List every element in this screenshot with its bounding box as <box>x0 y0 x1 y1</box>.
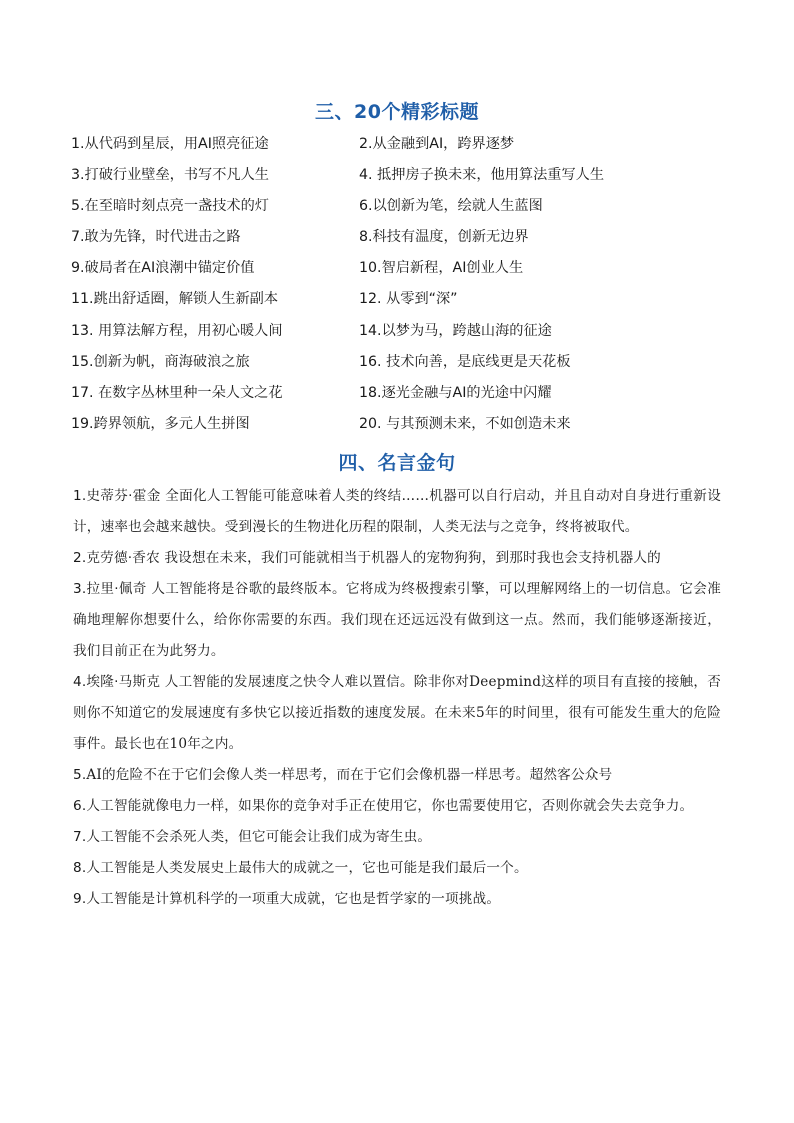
section-4-heading: 四、名言金句 <box>338 452 456 474</box>
quote-item <box>73 574 721 667</box>
quote-item <box>73 791 721 822</box>
title-item: 10.智启新程，AI创业人生 <box>359 260 524 277</box>
titles-row <box>71 318 731 349</box>
titles-row <box>71 349 731 380</box>
title-item: 8.科技有温度，创新无边界 <box>359 229 529 246</box>
titles-row <box>71 255 731 286</box>
title-item: 1.从代码到星辰，用AI照亮征途 <box>71 136 269 152</box>
titles-row <box>71 162 731 193</box>
titles-row <box>71 131 731 162</box>
quote-number: 6. <box>73 798 87 814</box>
titles-list <box>71 131 731 442</box>
quote-author: 1.史蒂芬·霍金 <box>73 488 166 504</box>
title-item: 2.从金融到AI，跨界逐梦 <box>359 136 515 152</box>
titles-row <box>71 224 731 255</box>
title-item: 7.敢为先锋，时代进击之路 <box>71 229 241 246</box>
section-3-heading: 三、20个精彩标题 <box>315 101 479 123</box>
title-item: 18.逐光金融与AI的光途中闪耀 <box>359 384 552 401</box>
quote-text: 人工智能的发展速度之快令人难以置信。除非你对Deepmind这样的项目有直接的接触，否则你不知道它的发展速度有多快它以接近指数的速度发展。在未来5年的时间里，很有可能发生重大的危险事件。最长也在10年之内。 <box>73 674 721 752</box>
titles-row <box>71 193 731 224</box>
quote-text: 我设想在未来，我们可能就相当于机器人的宠物狗狗，到那时我也会支持机器人的 <box>164 550 661 566</box>
quote-item <box>73 543 721 574</box>
quote-item <box>73 822 721 853</box>
title-item: 19.跨界领航，多元人生拼图 <box>71 415 250 432</box>
title-item: 3.打破行业壁垒，书写不凡人生 <box>71 167 269 184</box>
quote-number: 5. <box>73 767 87 783</box>
quote-text: 人工智能是人类发展史上最伟大的成就之一，它也可能是我们最后一个。 <box>86 860 528 876</box>
title-item: 9.破局者在AI浪潮中锚定价值 <box>71 260 255 277</box>
title-item: 12. 从零到“深” <box>359 291 458 308</box>
quote-author: 4.埃隆·马斯克 <box>73 674 165 690</box>
quote-author: 3.拉里·佩奇 <box>73 581 152 597</box>
quote-text: AI的危险不在于它们会像人类一样思考，而在于它们会像机器一样思考。超然客公众号 <box>86 767 613 783</box>
quotes-list <box>73 481 721 915</box>
quote-text: 人工智能是计算机科学的一项重大成就，它也是哲学家的一项挑战。 <box>86 891 501 907</box>
quote-text: 全面化人工智能可能意味着人类的终结……机器可以自行启动，并且自动对自身进行重新设计，速率也会越来越快。受到漫长的生物进化历程的限制，人类无法与之竞争，终将被取代。 <box>73 488 721 535</box>
titles-row <box>71 286 731 317</box>
quote-item <box>73 853 721 884</box>
quote-text: 人工智能不会杀死人类，但它可能会让我们成为寄生虫。 <box>86 829 432 845</box>
quote-item <box>73 760 721 791</box>
title-item: 6.以创新为笔，绘就人生蓝图 <box>359 198 543 215</box>
quote-text: 人工智能将是谷歌的最终版本。它将成为终极搜索引擎，可以理解网络上的一切信息。它会准确地理解你想要什么，给你你需要的东西。我们现在还远远没有做到这一点。然而，我们能够逐渐接近，我们目前正在为此努力。 <box>73 581 721 659</box>
title-item: 20. 与其预测未来，不如创造未来 <box>359 415 571 432</box>
title-item: 13. 用算法解方程，用初心暖人间 <box>71 322 283 339</box>
quote-item <box>73 481 721 543</box>
title-item: 4. 抵押房子换未来，他用算法重写人生 <box>359 167 605 184</box>
quote-text: 人工智能就像电力一样，如果你的竞争对手正在使用它，你也需要使用它，否则你就会失去竞争力。 <box>86 798 694 814</box>
quote-number: 9. <box>73 891 87 907</box>
title-item: 14.以梦为马，跨越山海的征途 <box>359 322 552 339</box>
title-item: 16. 技术向善，是底线更是天花板 <box>359 353 571 370</box>
quote-item <box>73 667 721 760</box>
title-item: 5.在至暗时刻点亮一盏技术的灯 <box>71 198 269 215</box>
quote-number: 7. <box>73 829 87 845</box>
quote-item <box>73 884 721 915</box>
title-item: 15.创新为帆，商海破浪之旅 <box>71 353 250 370</box>
titles-row <box>71 380 731 411</box>
title-item: 11.跳出舒适圈，解锁人生新副本 <box>71 291 279 308</box>
titles-row <box>71 411 731 442</box>
title-item: 17. 在数字丛林里种一朵人文之花 <box>71 384 283 401</box>
quote-number: 8. <box>73 860 87 876</box>
quote-author: 2.克劳德·香农 <box>73 550 165 566</box>
